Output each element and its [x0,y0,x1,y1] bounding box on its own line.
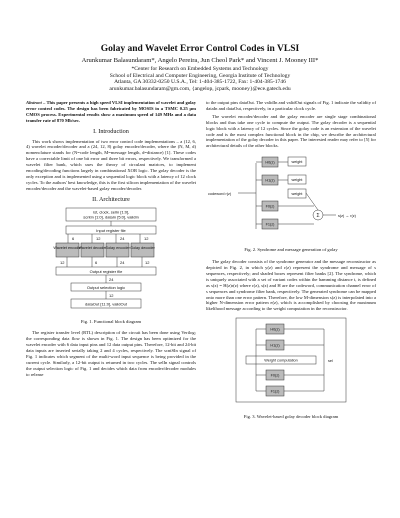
author-block [0,58,400,92]
abstract-text: – This paper presents a high speed VLSI implementation of wavelet and golay error control codes. The design has been fabricated by MOSIS in a TSMC 0.25 μm CMOS process. Experimental results show a maximum speed of 149 MHz and a data transfer rate of 870 Mb/sec. [26,100,197,123]
golay-decoder-diagram [206,314,376,410]
authors-line: Arunkumar Balasundaram*, Angelo Pereira, Jun Cheol Park* and Vincent J. Mooney III* [81,57,319,64]
fig3-filter-h0: H0(z) [270,327,280,332]
fig1-block-golay-decoder: Golay decoder [130,245,155,250]
fig1-top-line-1: rst, clock, selIn [1:0], [92,209,130,215]
fig1-out-4: 12 [145,259,150,265]
fig1-bus-2: 12 [96,235,101,241]
fig2-filter-f1: F1(z) [265,222,275,227]
fig3-filter-h1: H1(z) [270,343,280,348]
fig2-caption: Fig. 2. Syndrome and message generation of golay [244,247,338,253]
fig3-filter-f0: F0(z) [270,373,280,378]
abstract [26,100,196,124]
fig2-filter-h1: H1(z) [265,178,275,183]
fig1-block-golay-encoder: Golay encoder [105,245,130,250]
figure-2 [206,151,376,253]
fig1-bus-4: 12 [144,235,149,241]
fig1-bottom-box: dataOut [11:0], validOut [85,301,127,307]
intro-paragraph: This work shows implementation of two error control code implementations – a (12, 6, 4) wavelet encoder/decoder and a (24, 12, 8) golay encoder/decoder, where the (N, M, d) nomenclature stands for (N=code length, M=message length, d=distance) [1]. These codes have a correctable limit of one bit error and three bit errors, respectively. We transformed a wavelet filter bank, which uses the theory of circulant matrices, to implement encoding/decoding functions largely in combinational XOR logic. The golay decoder is the only exception and is implemented using a sequential logic block with a latency of 12 clock cycles. To the authors' best knowledge, this is the first silicon implementation of the wavelet encoder/decoder and the wavelet-based golay encoder/decoder. [26,138,196,191]
architecture-heading: II. Architecture [92,195,130,203]
fig3-sel-label: sel [328,359,333,364]
abstract-label: Abstract [26,100,42,105]
fig1-out-12: 12 [109,292,114,298]
fig1-block-wavelet-encoder: Wavelet encoder [53,245,82,250]
right-column [206,100,376,426]
affiliation-3: Atlanta, GA 30332-0250 U.S.A., Tel: 1-404-385-1722, Fax: 1-404-385-1746 [114,79,286,86]
fig1-block-wavelet-decoder: Wavelet decoder [78,245,107,250]
fig2-sum: Σ [316,213,320,220]
affiliation-2: School of Electrical and Computer Engineering, Georgia Institute of Technology [109,72,291,79]
fig1-mid-label: 24 [109,276,114,282]
right-paragraph-2: The wavelet encoder/decoder and the golay encoder are single stage combinational blocks and thus take one cycle to compute the output. The golay decoder is a sequential logic block with a latency of 12 cycles. Since the golay code is an extension of the wavelet code and is the most complex functional block in the chip, we describe the architectural implementation of the golay decoder in this paper. The interested reader may refer to [5] for architectural details of the other blocks. [206,113,376,149]
fig2-weight-2: weight [291,178,303,183]
fig3-weight-computation: Weight computation [264,358,298,363]
fig2-input-label: codeword r(z) [208,192,232,197]
fig3-caption: Fig. 3. Wavelet-based golay decoder block diagram [243,414,339,420]
fig1-out-2: 6 [95,259,98,265]
figure-1 [26,207,196,325]
fig1-caption: Fig. 1. Functional block diagram [80,318,142,324]
fig1-bus-3: 24 [120,235,125,241]
fig1-out-1: 12 [60,259,65,265]
fig1-output-selection: Output selection logic [86,284,126,290]
affiliation-4: arunkumar.balasundaram@gm.com, {angelop, jcpark, mooney}@ece.gatech.edu [109,85,291,92]
fig1-out-3: 24 [120,259,125,265]
fig2-filter-h0: H0(z) [265,160,275,165]
figure-3 [206,314,376,420]
fig1-output-register: Output register file [89,268,123,274]
paper-title: Golay and Wavelet Error Control Codes in VLSI [100,44,300,54]
syndrome-generation-diagram [206,151,376,243]
fig1-input-register: Input register file [96,227,126,233]
right-paragraph-1: to the output pins dataOut. The validIn and validOut signals of Fig. 1 indicate the validity of dataIn and dataOut, respectively, in a particular clock cycle. [206,100,376,111]
intro-heading: I. Introduction [93,127,129,135]
fig3-filter-f1: F1(z) [270,389,280,394]
affiliation-1: *Center for Research on Embedded Systems and Technology [131,66,269,73]
right-paragraph-3: The golay decoder consists of the syndrome generator and the message reconstructor as depicted in Fig. 2, in which y(z) and r(z) represent the syndrome and message of s sequences, respectively; and shaded boxes represent filter banks [2]. The syndrome, which is uniquely associated with a set of variant codes within the hamming distance t, is defined as s(z) = H(z)r(z) where r(z), s(z) and H are the codeword, communication channel error of s sequences and syndrome filter bank, respectively. The generated syndrome can be mapped onto more than one error pattern. Therefore, the low M-dimension s(z) is interpolated into a higher N-dimension error pattern e(z), which is accomplished by choosing the maximum likelihood message according to the weight computation in the reconstructor. [206,259,376,312]
fig2-output-label: s(z) → r(z) [338,214,356,219]
fig1-top-line-2: scntIn [1:0], dataIn [5:0], validIn [83,214,139,220]
fig2-weight-3: weight [291,192,303,197]
fig1-bus-1: 6 [72,235,75,241]
left-column [26,100,196,380]
fig2-weight-1: weight [291,160,303,165]
functional-block-diagram [26,207,196,325]
architecture-paragraph: The register transfer level (RTL) description of the circuit has been done using Verilog; the corresponding data flow is shown in Fig. 1. The design has been optimized for the wavelet encoder with 6 data input pins and 12 data output pins. Therefore, 12-bit and 24-bit data inputs are inserted serially taking 2 and 4 cycles, respectively. The scntSIn signal of Fig. 1 indicates which segment of the multi-word input sequence is being provided in the current cycle. Similarly, a 12-bit output is returned in two cycles. The selIn signal controls the output selection logic of Fig. 1 and decides which data from encoder/decoder modules to release [26,330,196,377]
fig2-filter-f0: F0(z) [265,204,275,209]
